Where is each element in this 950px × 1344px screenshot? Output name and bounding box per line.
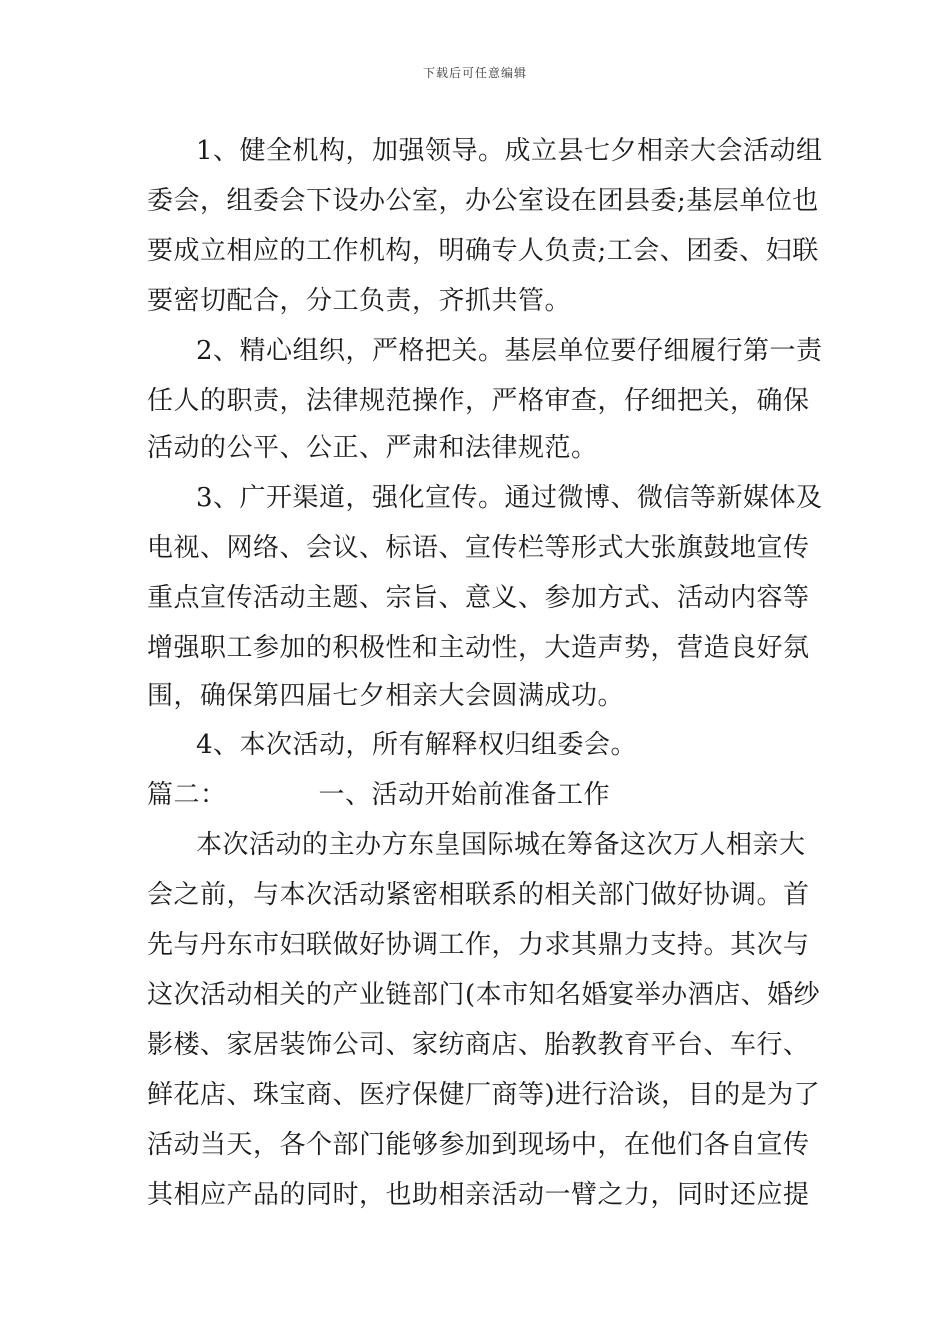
text-line: 2、精心组织，严格把关。基层单位要仔细履行第一责	[196, 336, 823, 366]
text-line: 影楼、家居装饰公司、家纺商店、胎教教育平台、车行、	[147, 1030, 810, 1060]
section-title: 一、活动开始前准备工作	[318, 780, 611, 810]
text-line: 先与丹东市妇联做好协调工作，力求其鼎力支持。其次与	[147, 930, 810, 960]
text-line: 电视、网络、会议、标语、宣传栏等形式大张旗鼓地宣传	[147, 533, 810, 563]
text-line: 1、健全机构，加强领导。成立县七夕相亲大会活动组	[196, 136, 823, 166]
text-line: 鲜花店、珠宝商、医疗保健厂商等)进行洽谈，目的是为了	[147, 1080, 821, 1110]
page-header: 下载后可任意编辑	[422, 66, 527, 80]
text-line: 3、广开渠道，强化宣传。通过微博、微信等新媒体及	[196, 483, 823, 513]
text-line: 本次活动的主办方东皇国际城在筹备这次万人相亲大	[196, 830, 806, 860]
text-line: 要密切配合，分工负责，齐抓共管。	[147, 286, 572, 316]
text-line: 要成立相应的工作机构，明确专人负责;工会、团委、妇联	[147, 236, 819, 266]
text-line: 活动的公平、公正、严肃和法律规范。	[147, 433, 598, 463]
text-line: 活动当天，各个部门能够参加到现场中，在他们各自宣传	[147, 1130, 810, 1160]
text-line: 4、本次活动，所有解释权归组委会。	[196, 730, 638, 760]
section-label: 篇二：	[147, 780, 227, 810]
text-line: 委会，组委会下设办公室，办公室设在团县委;基层单位也	[147, 186, 819, 216]
text-line: 会之前，与本次活动紧密相联系的相关部门做好协调。首	[147, 880, 810, 910]
section-heading	[147, 779, 610, 811]
text-line: 任人的职责，法律规范操作，严格审查，仔细把关，确保	[147, 386, 810, 416]
text-line: 增强职工参加的积极性和主动性，大造声势，营造良好氛	[147, 633, 810, 663]
text-line: 围，确保第四届七夕相亲大会圆满成功。	[147, 681, 625, 711]
text-line: 重点宣传活动主题、宗旨、意义、参加方式、活动内容等	[147, 583, 810, 613]
text-line: 这次活动相关的产业链部门(本市知名婚宴举办酒店、婚纱	[147, 980, 821, 1010]
text-line: 其相应产品的同时，也助相亲活动一臂之力，同时还应提	[147, 1180, 810, 1210]
